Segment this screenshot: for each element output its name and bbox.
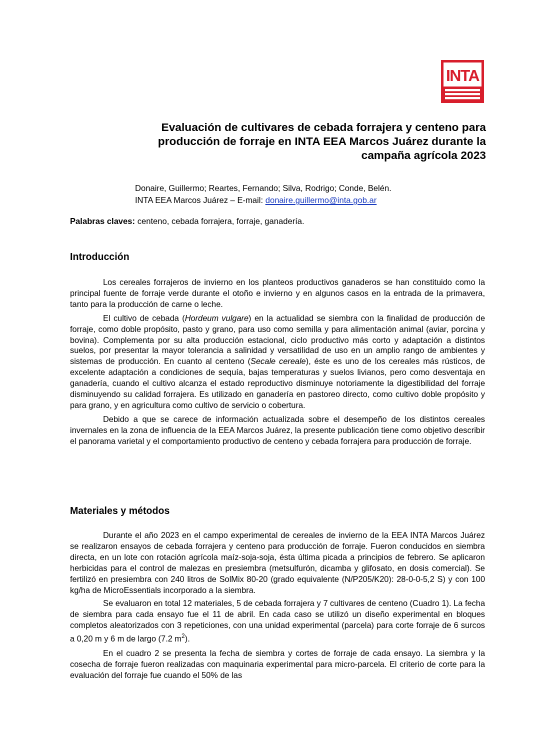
authors-block <box>135 182 465 206</box>
intro-heading: Introducción <box>70 252 130 263</box>
author-affiliation <box>135 194 465 206</box>
author-names: Donaire, Guillermo; Reartes, Fernando; Silva, Rodrigo; Conde, Belén. <box>135 183 392 193</box>
methods-section <box>70 531 485 685</box>
intro-section <box>70 278 485 451</box>
methods-paragraph-1: Durante el año 2023 en el campo experimental de cereales de invierno de la EEA INTA Marcos Juárez se realizaron ensayos de cebada forrajera y centeno para producción de forraje. Fueron conducidos en siembra directa, en un lote con rotación agrícola maíz-soja-soja, ésta última picada a principios de febrero. Se aplicaron herbicidas para el control de malezas en presiembra (metsulfurón, dicamba y glifosato, en dosis comercial). Se fertilizó en presiembra con 240 litros de SolMix 80-20 (grado equivalente (N/P205/K20): 28-0-0-5,2 S) y con 100 kg/ha de MicroEssentials incorporado a la siembra. <box>70 531 485 595</box>
intro-paragraph-3: Debido a que se carece de información actualizada sobre el desempeño de los distintos cereales invernales en la zona de influencia de la EEA Marcos Juárez, la presente publicación tiene como objetivo describir el panorama varietal y el comportamiento productivo de centeno y cebada forrajera para producción de forraje. <box>70 414 485 446</box>
paper-title: Evaluación de cultivares de cebada forrajera y centeno para producción de forraje en INTA EEA Marcos Juárez durante la campaña agrícola 2023 <box>157 122 486 162</box>
methods-heading: Materiales y métodos <box>70 506 170 517</box>
inta-logo <box>441 60 484 103</box>
intro-paragraph-1: Los cereales forrajeros de invierno en los planteos productivos ganaderos se han constituido como la principal fuente de forraje verde durante el otoño e invierno y en algunos casos en la entrada de la primavera, tanto para la producción de carne o leche. <box>70 278 485 309</box>
methods-paragraph-2: Se evaluaron en total 12 materiales, 5 de cebada forrajera y 7 cultivares de centeno (Cuadro 1). La fecha de siembra para cada ensayo fue el 11 de abril. En cada caso se utilizó un diseño experimental en bloques completos aleatorizados con 3 repeticiones, con una unidad experimental (parcela) para corte forraje de 6 surcos a 0,20 m y 6 m de largo (7.2 $m^2$). <box>70 599 485 644</box>
keywords-line <box>70 216 485 227</box>
inta-logo-text: INTA <box>446 68 479 85</box>
intro-paragraph-2: El cultivo de cebada (Hordeum vulgare) en la actualidad se siembra con la finalidad de producción de forraje, como doble propósito, pasto y grano, para uso como semilla y para alimentación animal (aviar, porcina y bovina). Complementa por su alta producción estacional, ciclo productivo más corto y adaptación a distintos suelos, por presentar la mayor tolerancia a salinidad y versatilidad de uso en un amplio rango de ambientes y sistemas de producción. En cuanto al centeno (Secale cereale), éste es uno de los cereales más rústicos, de excelente adaptación a condiciones de sequía, bajas temperaturas y suelos livianos, pero como desventaja en ganadería, cuando el cultivo alcanza el estado reproductivo disminuye notoriamente la digestibilidad del forraje disminuyendo su calidad forrajera. Es utilizado en ganadería en pastoreo directo, como cultivo doble propósito y para grano, y en agricultura como cultivo de servicio o cobertura. <box>70 313 485 410</box>
methods-paragraph-3: En el cuadro 2 se presenta la fecha de siembra y cortes de forraje de cada ensayo. La siembra y la cosecha de forraje fueron realizadas con maquinaria experimental para micro-parcela. El criterio de corte para la evaluación del forraje fue cuando el 50% de las <box>70 648 485 680</box>
keywords-value: centeno, cebada forrajera, forraje, ganadería. <box>137 216 305 226</box>
affiliation-text: INTA EEA Marcos Juárez – E-mail: <box>135 195 264 205</box>
keywords-label: Palabras claves: <box>70 216 136 226</box>
author-email-link[interactable]: donaire.guillermo@inta.gob.ar <box>265 195 377 205</box>
